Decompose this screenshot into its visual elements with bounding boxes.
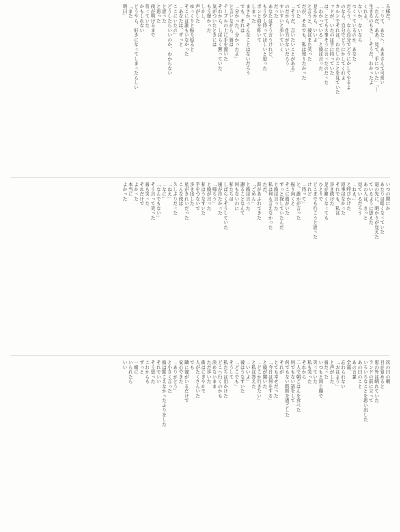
- text-column: 本当に: [127, 182, 133, 197]
- text-column: 一緒に: [133, 360, 139, 375]
- text-column: ないか、ないなら: [357, 4, 363, 42]
- text-column: 彼は聞こえなかったふりをした: [161, 360, 167, 427]
- text-column: のだから、仕方がないだろう: [284, 4, 290, 66]
- text-column: 「ごめん」: [250, 182, 256, 206]
- text-column: 人がたくさんいた: [194, 360, 200, 398]
- text-column: こんな夜は: [178, 182, 184, 206]
- text-column: 涙があふれてきた: [256, 182, 262, 220]
- text-column: 全部、: [345, 360, 351, 375]
- text-column: いつもと同じ顔で: [317, 360, 323, 398]
- text-column: 何でもない話をして: [289, 360, 295, 403]
- text-column: どこまでも行こうと思った: [312, 182, 318, 239]
- text-column: もう少し待ってほしいと思った: [261, 4, 267, 71]
- text-column: どこへ行くのかも: [217, 360, 223, 398]
- text-column: 待っていた: [144, 4, 150, 28]
- text-column: 街はにぎやかで: [200, 360, 206, 394]
- text-column: でも、それは: [239, 4, 245, 33]
- text-column: それでいい: [155, 360, 161, 384]
- text-column: 風が冷たかった: [217, 182, 223, 216]
- text-column: それから: [301, 360, 307, 379]
- text-column: 声がした: [194, 4, 200, 23]
- text-column: 振り向くと: [289, 182, 295, 206]
- text-column: 私はうなずいた: [200, 182, 206, 216]
- text-column: 私たちは出かけた: [222, 360, 228, 398]
- text-column: と思った: [155, 4, 161, 23]
- text-column: 窓の外は晴れていた: [373, 360, 379, 403]
- text-column: あの日のこと: [357, 360, 363, 389]
- text-column: あなたはそう言うけれど、: [267, 4, 273, 61]
- text-column: いい: [122, 360, 128, 370]
- text-column: つくっているのか、あなた: [351, 4, 357, 61]
- text-column: すいすいと歩いていく: [278, 4, 284, 52]
- text-column: と言うと、彼はまた笑った: [306, 4, 312, 61]
- text-column: と呼びかけた: [345, 182, 351, 211]
- text-column: 次の日の朝: [385, 360, 390, 384]
- text-column: あの人は、きっと: [362, 182, 368, 220]
- text-column: でも: [189, 360, 195, 370]
- text-column: よかった: [133, 182, 139, 201]
- text-column: 久しぶりだった: [172, 182, 178, 216]
- text-column: 夜が明けるまで: [150, 4, 156, 38]
- text-column: そう思った: [150, 360, 156, 384]
- text-column: と彼は言った: [245, 182, 251, 211]
- text-column: 生きるのもさ、…そうだ、わかったよ: [368, 4, 374, 85]
- text-column: ランドの前に立って: [368, 360, 374, 403]
- text-column: ていた: [295, 4, 301, 19]
- text-column: 返事はなかった: [340, 182, 346, 216]
- text-column: とても幸せだった: [273, 360, 279, 398]
- text-column: そこに彼がいた: [284, 182, 290, 216]
- text-column: ずっと探していたんだ: [278, 182, 284, 230]
- text-column: 「わかっている」と彼は言った: [317, 4, 323, 71]
- text-column: 見ているだろう: [357, 182, 363, 216]
- text-column: 「ねえ」: [166, 182, 172, 201]
- text-column: 忘れられない: [340, 360, 346, 389]
- text-column: 目が覚めると: [379, 360, 385, 389]
- tier-divider: [10, 177, 390, 178]
- text-column: 隣に彼がいるだけで: [183, 360, 189, 403]
- text-column: ただ、: [261, 182, 267, 197]
- text-column: ているように思えた: [368, 182, 374, 225]
- text-column: 「あなたは、ずっと: [178, 4, 184, 47]
- text-column: だが、それでも、私は知りたかった: [301, 4, 307, 80]
- text-column: 道の先に、明かりが見えた: [373, 182, 379, 239]
- text-column: 私は何も言えなかった: [267, 182, 273, 230]
- text-column: くれよ、: [362, 4, 368, 23]
- text-column: 決めないまま: [211, 360, 217, 389]
- text-column: だった: [273, 4, 279, 19]
- text-column: よかった: [122, 182, 128, 201]
- text-column: ただ歩いた: [206, 360, 211, 384]
- text-column: いろいろなことを思い出した: [362, 360, 368, 422]
- text-column: どうやら、好きになってしまったらしい: [133, 4, 139, 90]
- text-column: もう遅かった: [206, 4, 211, 33]
- tier-divider: [10, 355, 390, 356]
- text-column: 二人で朝ごはんを食べた: [295, 360, 301, 413]
- text-column: ここにいたの」: [172, 4, 178, 38]
- text-tier-middle: [10, 182, 390, 350]
- text-column: 「どこでも」: [233, 360, 239, 389]
- text-column: 「っりて、あたへ、ああさんて可愛い: [379, 4, 385, 85]
- text-column: あたりは暗くなっていた: [379, 182, 385, 235]
- text-column: と言いながら、彼は: [228, 4, 234, 47]
- text-column: 「今日は何をする」: [267, 360, 273, 403]
- text-column: と思った: [161, 4, 167, 23]
- text-column: ひとりで: [317, 182, 323, 201]
- text-column: それでも、私は: [334, 182, 340, 216]
- text-column: しばらくそうしていた: [222, 182, 228, 230]
- text-column: のなら、自分でどうにかしてくれよ: [340, 4, 346, 80]
- text-column: 星がきれいだった: [183, 182, 189, 220]
- text-column: しまった: [250, 4, 256, 23]
- text-column: かもしれない: [138, 4, 144, 33]
- text-column: ッドが、いたのは手に持っていた: [329, 4, 335, 76]
- text-column: 私も笑った: [306, 360, 312, 384]
- text-column: それが: [278, 360, 284, 375]
- text-column: ポンと肩を叩いて: [256, 4, 262, 42]
- text-tier-top: [10, 4, 390, 174]
- text-column: 「なに」: [161, 182, 167, 201]
- text-column: 明日」: [122, 4, 128, 19]
- text-column: は、とても大事そうに言ったのだった: [323, 4, 329, 85]
- text-tier-bottom: [10, 360, 390, 526]
- text-column: だろう、なら自分でどうにかしてやるよ: [345, 4, 351, 90]
- text-column: と彼は言った: [273, 182, 279, 211]
- text-column: 何でもない時間を過ごした: [284, 360, 290, 417]
- text-column: 何もないのに: [233, 182, 239, 211]
- text-column: そこには誰もいなかった: [183, 4, 189, 57]
- text-column: 見るから、いいよ: [312, 4, 318, 42]
- text-column: 「帰ろう」: [211, 182, 217, 206]
- text-column: 私たちは: [228, 182, 234, 201]
- text-column: 「どこか行きたい」: [256, 360, 262, 403]
- text-column: 謝ることなんて: [239, 182, 245, 216]
- text-column: それから、しばらく黙っていた: [217, 4, 223, 71]
- text-column: ゆっくりと振り返ると: [189, 4, 195, 52]
- text-column: ずっと: [138, 360, 144, 375]
- text-column: 「いいよ」: [245, 360, 251, 384]
- text-column: しかし、: [200, 4, 206, 23]
- text-column: 足が痛くなっても: [323, 182, 329, 220]
- text-column: まさか、そんなことはないだろう: [245, 4, 251, 76]
- text-column: 「おはよう」: [334, 360, 340, 389]
- text-column: と彼が言った: [206, 182, 211, 211]
- text-column: どうしたらいいのか、わからない: [166, 4, 172, 76]
- text-column: テーブルの上に手を置いた: [222, 4, 228, 61]
- text-column: 「ねえ、」: [351, 182, 357, 204]
- text-column: 彼はうなずいた: [239, 360, 245, 394]
- text-column: と、誰かが言った: [295, 182, 301, 220]
- text-column: 彼も笑った: [144, 182, 150, 206]
- text-column: それだけで: [138, 182, 144, 206]
- text-column: カルンでそれは、わたしのことを見ていた: [334, 4, 340, 95]
- text-column: 「ありがとう」: [172, 360, 178, 394]
- text-column: 笑っていた: [312, 360, 318, 384]
- text-column: 手をつないで: [194, 182, 200, 211]
- text-column: と声がした: [329, 360, 335, 384]
- text-column: 歩き出した: [189, 182, 195, 206]
- text-column: 安心できた: [178, 360, 184, 384]
- text-column: 「そうだ、言いたいことがある」: [289, 4, 295, 76]
- text-column: これからも: [144, 360, 150, 384]
- text-column: いつの間にか: [385, 182, 390, 211]
- text-column: 「分かった、分かったよ」: [233, 4, 239, 61]
- text-column: る様だ。: [385, 4, 390, 23]
- text-column: 気がついたときには: [211, 4, 217, 47]
- text-column: そうして: [228, 360, 234, 379]
- text-column: 「また: [127, 4, 133, 19]
- text-column: あの言葉: [351, 360, 357, 379]
- text-column: そう言って笑った: [150, 182, 156, 220]
- text-column: けれど: [306, 182, 312, 197]
- text-column: 「待って」: [301, 182, 307, 206]
- text-column: 「たんだ、ああ、見て、手についた」「…: [373, 4, 379, 92]
- text-column: 「なんでもない」: [155, 182, 161, 220]
- text-column: と私は答えた: [250, 360, 256, 389]
- text-column: と彼が聞いた: [261, 360, 267, 389]
- text-column: と小さく言った: [166, 360, 172, 394]
- text-column: いられたら: [127, 360, 133, 384]
- text-column: 歩き続けた: [329, 182, 335, 206]
- text-column: 彼だった: [323, 360, 329, 379]
